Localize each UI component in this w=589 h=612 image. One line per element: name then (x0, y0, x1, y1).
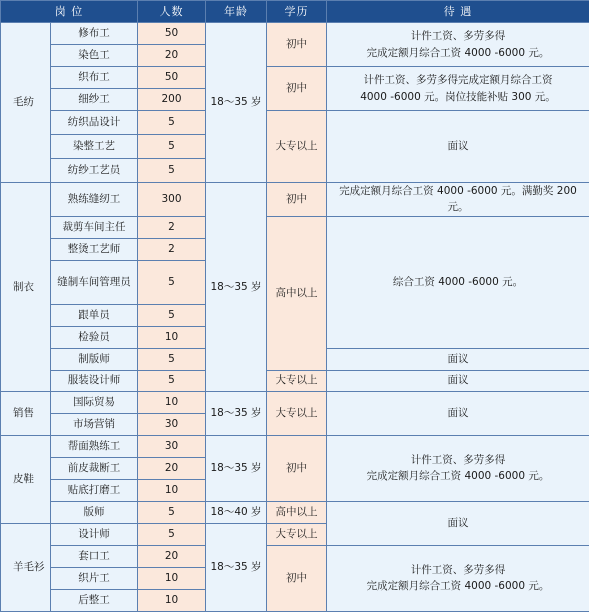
education-cell: 大专以上 (267, 111, 327, 183)
count-cell: 200 (138, 89, 206, 111)
education-cell: 高中以上 (267, 216, 327, 370)
education-cell: 大专以上 (267, 523, 327, 545)
education-cell: 初中 (267, 67, 327, 111)
table-row (1, 391, 589, 413)
table-row (1, 370, 589, 391)
count-cell: 20 (138, 545, 206, 567)
table-row (1, 501, 589, 523)
count-cell: 30 (138, 435, 206, 457)
position-cell: 纺纱工艺员 (51, 159, 138, 183)
benefits-line: 完成定额月综合工资 4000 -6000 元。 (367, 470, 550, 482)
table-row (1, 111, 589, 135)
position-cell: 染整工艺 (51, 135, 138, 159)
age-cell: 18～35 岁 (206, 23, 267, 183)
position-cell: 细纱工 (51, 89, 138, 111)
count-cell: 30 (138, 413, 206, 435)
education-cell: 初中 (267, 545, 327, 611)
position-cell: 市场营销 (51, 413, 138, 435)
header-row (1, 1, 589, 23)
count-cell: 5 (138, 159, 206, 183)
position-cell: 跟单员 (51, 304, 138, 326)
position-cell: 熟练缝纫工 (51, 183, 138, 217)
category-zhiyi: 制衣 (1, 183, 51, 392)
position-cell: 版师 (51, 501, 138, 523)
count-cell: 2 (138, 216, 206, 238)
education-cell: 大专以上 (267, 370, 327, 391)
position-cell: 服装设计师 (51, 370, 138, 391)
benefits-line: 计件工资、多劳多得完成定额月综合工资 (364, 74, 553, 86)
category-xiaoshou: 销售 (1, 391, 51, 435)
position-cell: 织布工 (51, 67, 138, 89)
count-cell: 5 (138, 304, 206, 326)
age-cell: 18～35 岁 (206, 183, 267, 392)
count-cell: 5 (138, 348, 206, 370)
position-cell: 后整工 (51, 589, 138, 611)
category-yangmaoshan: 羊毛衫 (1, 523, 51, 611)
benefits-cell: 面议 (327, 370, 589, 391)
benefits-cell (327, 67, 589, 111)
benefits-line: 完成定额月综合工资 4000 -6000 元。 (367, 47, 550, 59)
category-pixie: 皮鞋 (1, 435, 51, 523)
benefits-line: 计件工资、多劳多得 (411, 30, 506, 42)
table-row (1, 216, 589, 238)
age-cell: 18～40 岁 (206, 501, 267, 523)
position-cell: 修布工 (51, 23, 138, 45)
count-cell: 5 (138, 501, 206, 523)
position-cell: 裁剪车间主任 (51, 216, 138, 238)
position-cell: 整烫工艺师 (51, 238, 138, 260)
education-cell: 初中 (267, 435, 327, 501)
benefits-cell (327, 435, 589, 501)
table-row (1, 435, 589, 457)
header-benefits: 待 遇 (327, 1, 589, 23)
age-cell: 18～35 岁 (206, 523, 267, 611)
table-row (1, 183, 589, 217)
count-cell: 50 (138, 23, 206, 45)
count-cell: 10 (138, 567, 206, 589)
benefits-cell: 完成定额月综合工资 4000 -6000 元。满勤奖 200 元。 (327, 183, 589, 217)
count-cell: 50 (138, 67, 206, 89)
education-cell: 初中 (267, 23, 327, 67)
benefits-cell: 面议 (327, 501, 589, 545)
position-cell: 缝制车间管理员 (51, 260, 138, 304)
position-cell: 检验员 (51, 326, 138, 348)
header-position: 岗 位 (1, 1, 138, 23)
benefits-cell: 综合工资 4000 -6000 元。 (327, 216, 589, 348)
count-cell: 5 (138, 260, 206, 304)
benefits-cell: 面议 (327, 391, 589, 435)
count-cell: 5 (138, 370, 206, 391)
age-cell: 18～35 岁 (206, 435, 267, 501)
category-maofang: 毛纺 (1, 23, 51, 183)
count-cell: 5 (138, 135, 206, 159)
table-row (1, 545, 589, 567)
education-cell: 大专以上 (267, 391, 327, 435)
position-cell: 贴底打磨工 (51, 479, 138, 501)
benefits-cell: 面议 (327, 111, 589, 183)
position-cell: 设计师 (51, 523, 138, 545)
education-cell: 高中以上 (267, 501, 327, 523)
position-cell: 国际贸易 (51, 391, 138, 413)
education-cell: 初中 (267, 183, 327, 217)
benefits-line: 计件工资、多劳多得 (411, 454, 506, 466)
age-cell: 18～35 岁 (206, 391, 267, 435)
benefits-cell: 面议 (327, 348, 589, 370)
count-cell: 10 (138, 326, 206, 348)
header-age: 年龄 (206, 1, 267, 23)
table-row (1, 23, 589, 45)
position-cell: 前皮裁断工 (51, 457, 138, 479)
benefits-line: 计件工资、多劳多得 (411, 564, 506, 576)
count-cell: 300 (138, 183, 206, 217)
count-cell: 10 (138, 589, 206, 611)
header-count: 人数 (138, 1, 206, 23)
position-cell: 套口工 (51, 545, 138, 567)
count-cell: 2 (138, 238, 206, 260)
benefits-line: 4000 -6000 元。岗位技能补贴 300 元。 (360, 91, 556, 103)
position-cell: 纺织品设计 (51, 111, 138, 135)
count-cell: 20 (138, 45, 206, 67)
header-education: 学历 (267, 1, 327, 23)
position-cell: 染色工 (51, 45, 138, 67)
position-cell: 织片工 (51, 567, 138, 589)
table-row (1, 67, 589, 89)
count-cell: 10 (138, 479, 206, 501)
benefits-cell (327, 545, 589, 611)
count-cell: 5 (138, 111, 206, 135)
count-cell: 20 (138, 457, 206, 479)
count-cell: 5 (138, 523, 206, 545)
count-cell: 10 (138, 391, 206, 413)
position-cell: 制版师 (51, 348, 138, 370)
benefits-cell (327, 23, 589, 67)
benefits-line: 完成定额月综合工资 4000 -6000 元。 (367, 580, 550, 592)
position-cell: 帮面熟练工 (51, 435, 138, 457)
